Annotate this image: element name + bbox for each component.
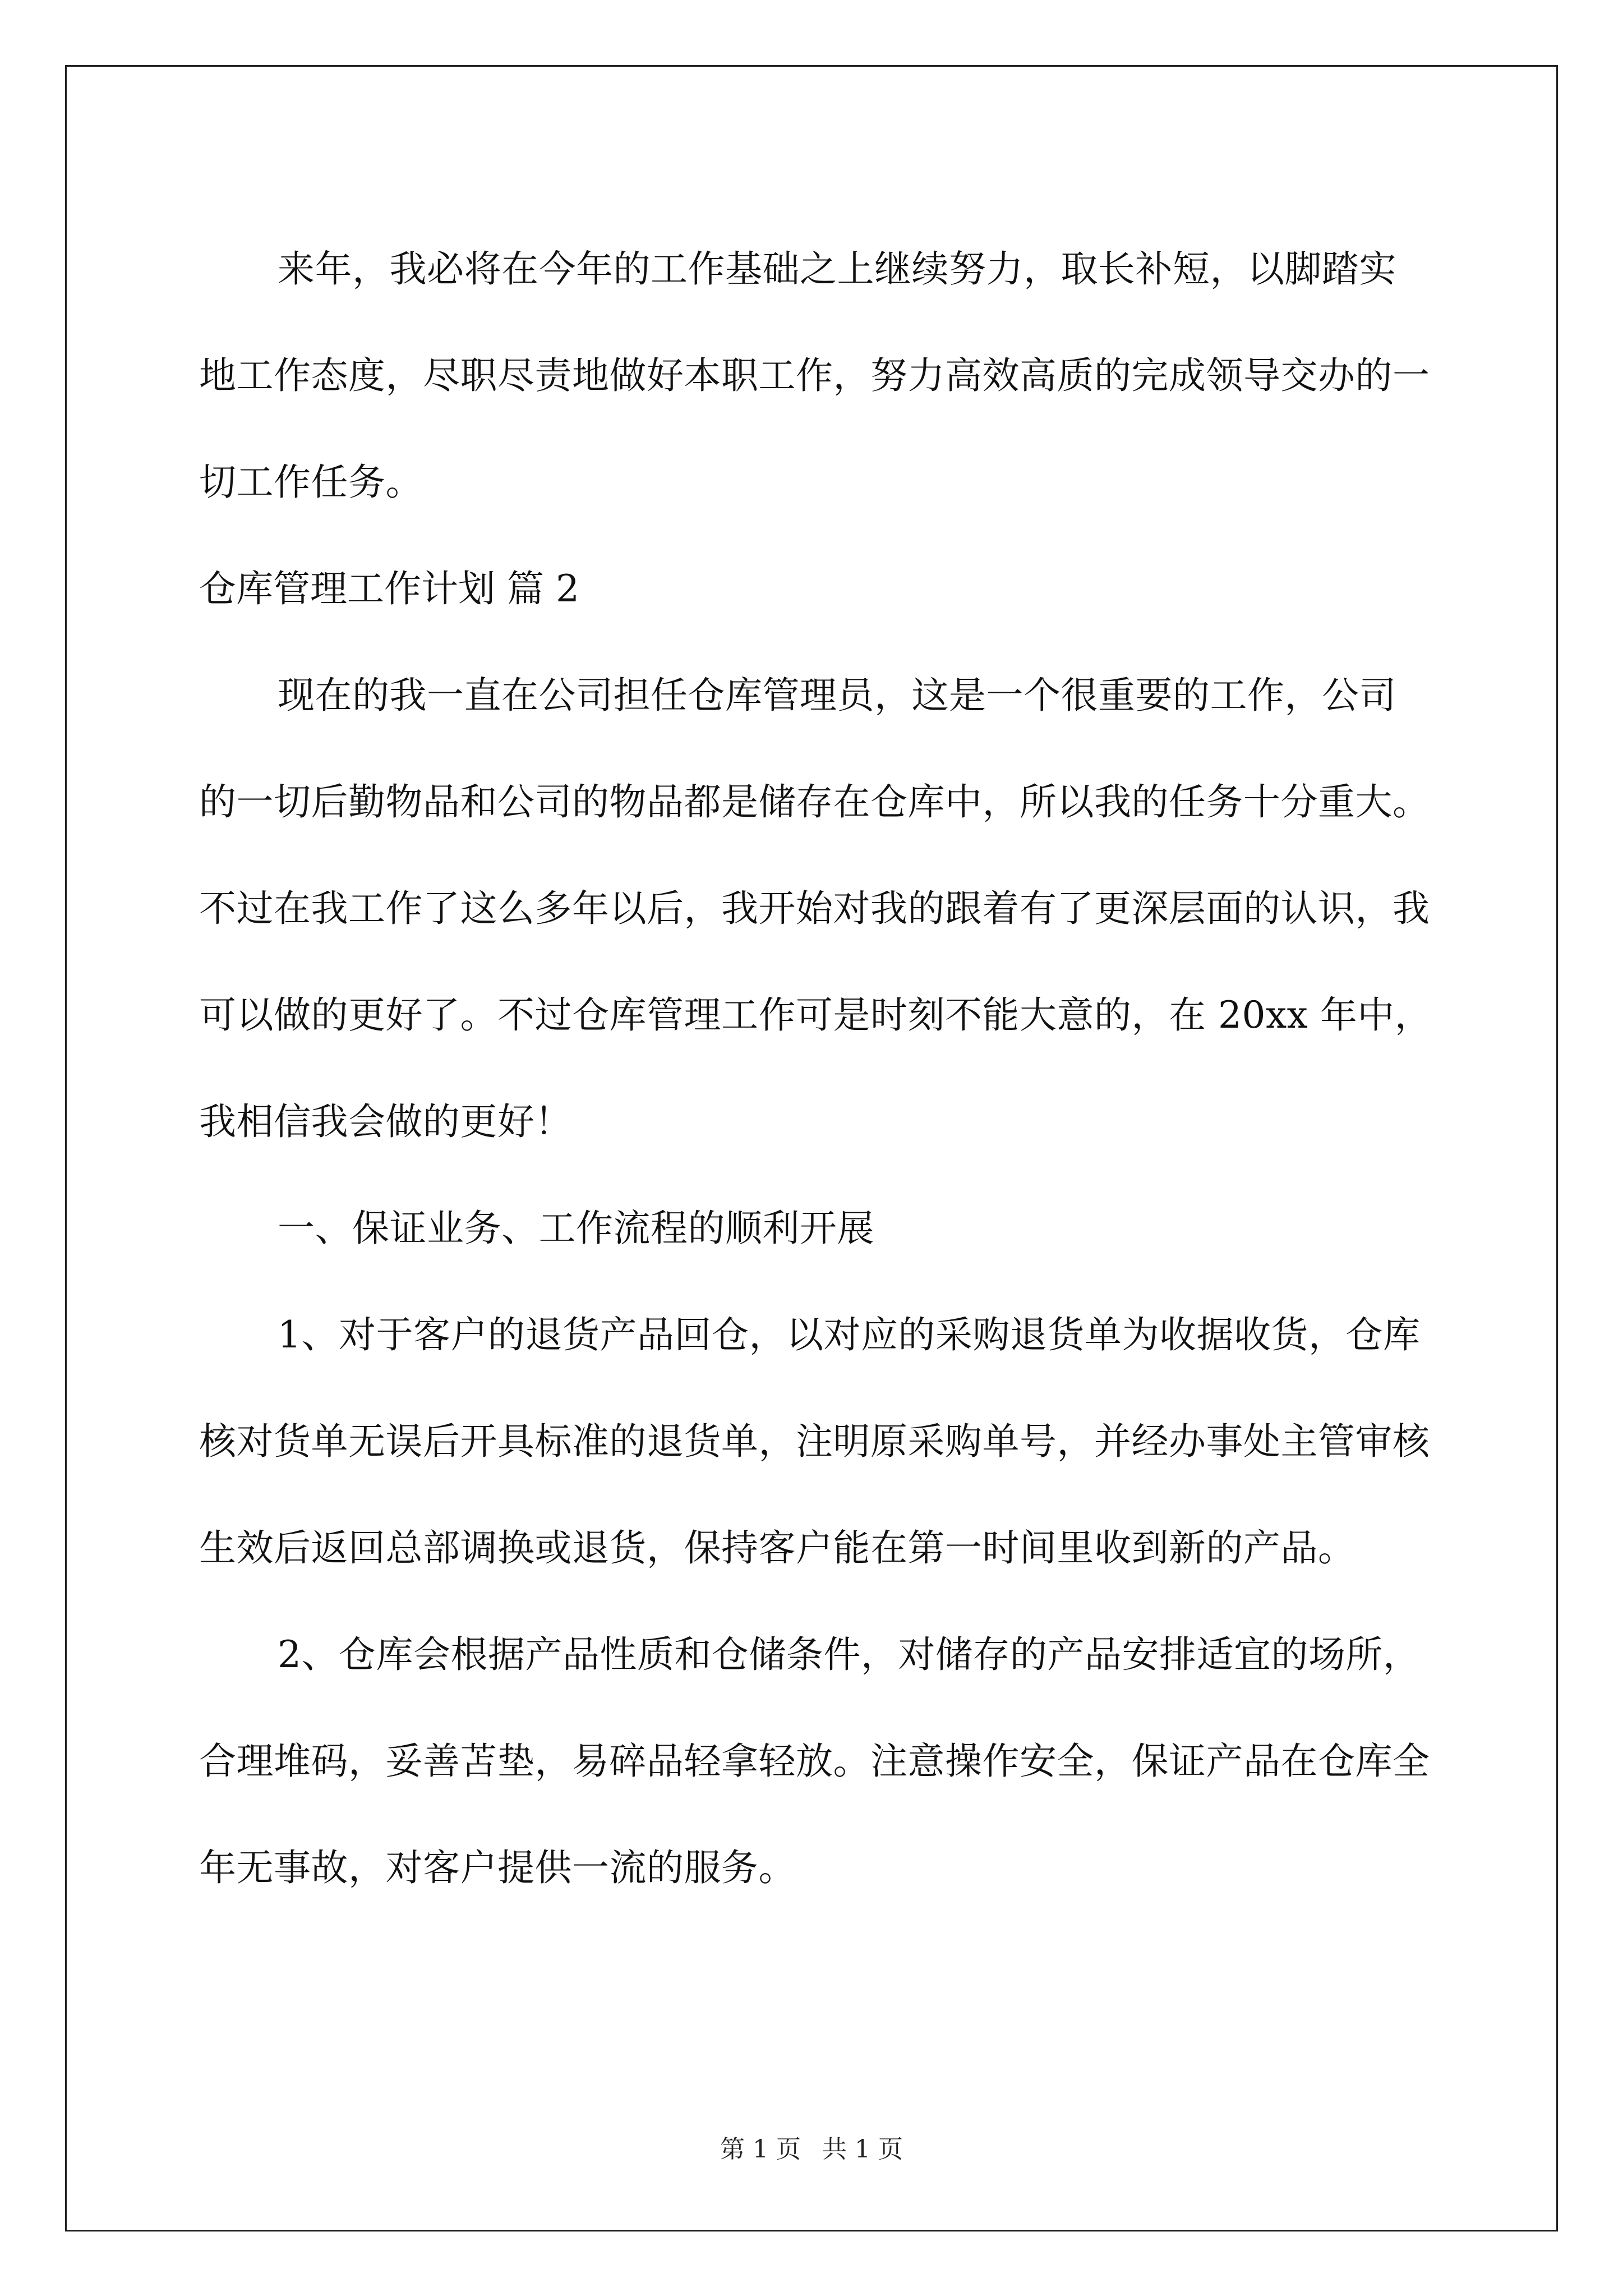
paragraph-intro: 现在的我一直在公司担任仓库管理员，这是一个很重要的工作，公司的一切后勤物品和公司的物品都是储存在仓库中，所以我的任务十分重大。不过在我工作了这么多年以后，我开始对我的跟着有了更深层面的认识，我可以做的更好了。不过仓库管理工作可是时刻不能大意的，在 20xx 年中，我相信我会做的更好！ — [199, 674, 1432, 1143]
document-body — [199, 216, 1433, 1921]
paragraph-closing: 来年，我必将在今年的工作基础之上继续努力，取长补短，以脚踏实地工作态度，尽职尽责地做好本职工作，努力高效高质的完成领导交办的一切工作任务。 — [199, 247, 1430, 504]
section-heading: 仓库管理工作计划 篇 2 — [199, 567, 579, 610]
page-footer — [0, 2129, 1623, 2165]
paragraph-item-2: 2、仓库会根据产品性质和仓储条件，对储存的产品安排适宜的场所，合理堆码，妥善苫垫，易碎品轻拿轻放。注意操作安全，保证产品在仓库全年无事故，对客户提供一流的服务。 — [199, 1633, 1430, 1889]
paragraph-item-1: 1、对于客户的退货产品回仓，以对应的采购退货单为收据收货，仓库核对货单无误后开具标准的退货单，注明原采购单号，并经办事处主管审核生效后返回总部调换或退货，保持客户能在第一时间里收到新的产品。 — [199, 1313, 1430, 1570]
page-number: 第 1 页 — [720, 2135, 801, 2164]
paragraph-subheading: 一、保证业务、工作流程的顺利开展 — [278, 1207, 874, 1250]
page-total: 共 1 页 — [822, 2135, 903, 2164]
